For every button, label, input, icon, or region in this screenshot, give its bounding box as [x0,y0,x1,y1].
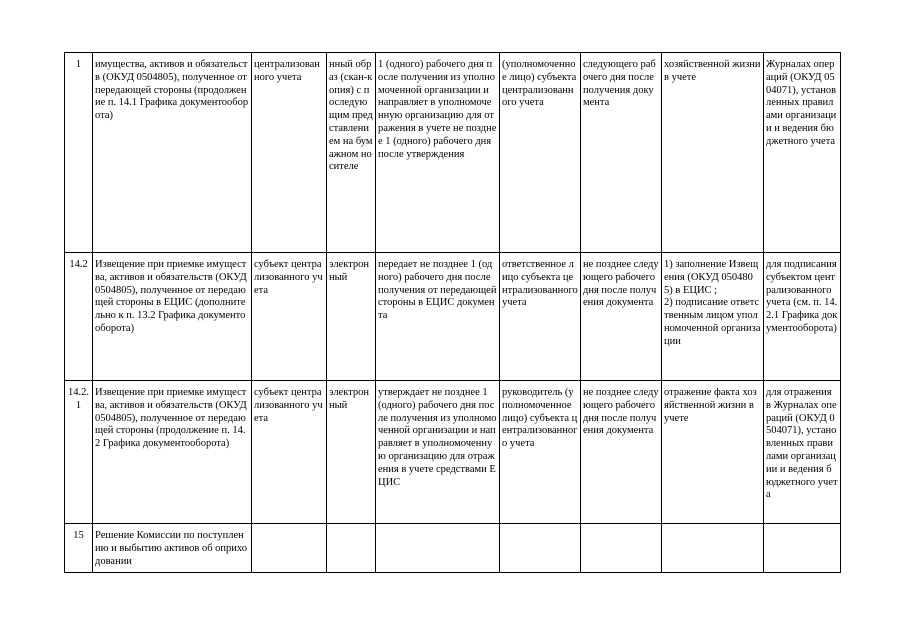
responsible-person: (уполномоченное лицо) субъекта централизованного учета [500,53,581,253]
deadline [581,524,662,573]
document-name: имущества, активов и обязательств (ОКУД 0504805), полученное от передающей стороны (продолжение п. 14.1 Графика документооборота) [93,53,252,253]
action-description [376,524,500,573]
purpose: для подписания субъектом централизованного учета (см. п. 14.2.1 Графика документооборота) [764,253,841,381]
document-form: электронный [327,253,376,381]
result: отражение факта хозяйственной жизни в учете [662,381,764,524]
responsible-party: централизованного учета [252,53,327,253]
action-description: передает не позднее 1 (одного) рабочего дня после получения от передающей стороны в ЕЦИС документа [376,253,500,381]
table-row [65,524,841,573]
action-description: 1 (одного) рабочего дня после получения из уполномоченной организации и направляет в уполномоченную организацию для отражения в учете не позднее 1 (одного) рабочего дня после утверждения [376,53,500,253]
deadline: не позднее следующего рабочего дня после получения документа [581,253,662,381]
schedule-table [64,52,841,573]
responsible-person: ответственное лицо субъекта централизованного учета [500,253,581,381]
document-name: Извещение при приемке имущества, активов и обязательств (ОКУД 0504805), полученное от передающей стороны (продолжение п. 14.2 Графика документооборота) [93,381,252,524]
document-name: Решение Комиссии по поступлению и выбытию активов об оприходовании [93,524,252,573]
result: 1) заполнение Извещения (ОКУД 0504805) в ЕЦИС ; 2) подписание ответственным лицом уполномоченной организации [662,253,764,381]
document-name: Извещение при приемке имущества, активов и обязательств (ОКУД 0504805), полученное от передающей стороны в ЕЦИС (дополнительно к п. 13.2 Графика документооборота) [93,253,252,381]
table-row [65,381,841,524]
responsible-party: субъект централизованного учета [252,381,327,524]
purpose: Журналах операций (ОКУД 0504071), установленных правилами организации и ведения бюджетного учета [764,53,841,253]
row-number: 14.2 [65,253,93,381]
result: хозяйственной жизни в учете [662,53,764,253]
table-row [65,53,841,253]
row-number: 1 [65,53,93,253]
table-row [65,253,841,381]
document-form: электронный [327,381,376,524]
row-number: 14.2.1 [65,381,93,524]
document-form [327,524,376,573]
document-form: нный образ (скан-копия) с последующим представлением на бумажном носителе [327,53,376,253]
responsible-person [500,524,581,573]
deadline: не позднее следующего рабочего дня после получения документа [581,381,662,524]
purpose [764,524,841,573]
action-description: утверждает не позднее 1 (одного) рабочего дня после получения из уполномоченной организации и направляет в уполномоченную организацию для отражения в учете средствами ЕЦИС [376,381,500,524]
deadline: следующего рабочего дня после получения документа [581,53,662,253]
result [662,524,764,573]
responsible-person: руководитель (уполномоченное лицо) субъекта централизованного учета [500,381,581,524]
responsible-party: субъект централизованного учета [252,253,327,381]
responsible-party [252,524,327,573]
purpose: для отражения в Журналах операций (ОКУД 0504071), установленных правилами организации и ведения бюджетного учета [764,381,841,524]
row-number: 15 [65,524,93,573]
